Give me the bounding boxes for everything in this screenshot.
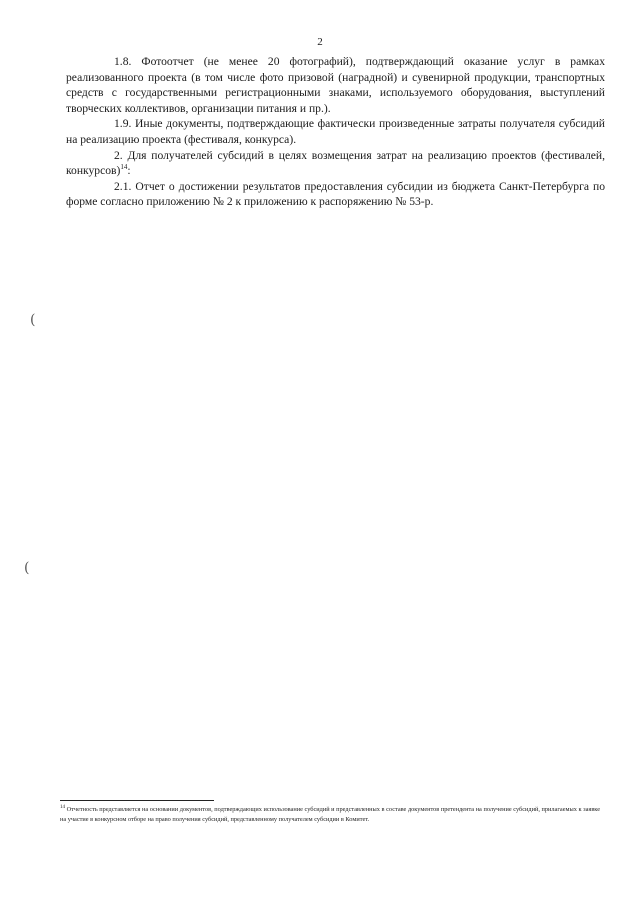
paragraph-1-8: 1.8. Фотоотчет (не менее 20 фотографий), подтверждающий оказание услуг в рамках реализованного проекта (в том числе фото призовой (наградной) и сувенирной продукции, транспортных средств с государственными регистрационными знаками, используемого оборудования, выступлений творческих коллективов, организации питания и пр.). — [66, 55, 605, 115]
scan-mark: ( — [30, 312, 36, 328]
paragraph-1-9: 1.9. Иные документы, подтверждающие фактически произведенные затраты получателя субсидий на реализацию проекта (фестиваля, конкурса). — [66, 117, 605, 146]
paragraph-2-1: 2.1. Отчет о достижении результатов предоставления субсидии из бюджета Санкт-Петербурга по форме согласно приложению № 2 к приложению к распоряжению № 53-р. — [66, 179, 605, 209]
footnote-divider — [60, 800, 214, 801]
page-number: 2 — [317, 36, 323, 48]
footnote — [60, 805, 600, 825]
paragraph-2-text: 2. Для получателей субсидий в целях возмещения затрат на реализацию проектов (фестивалей, конкурсов) — [66, 148, 605, 178]
document-body — [66, 54, 605, 210]
paragraph-2-tail: : — [127, 164, 131, 178]
footnote-marker: 14 — [60, 804, 65, 810]
paragraph-2 — [66, 148, 605, 179]
scan-mark: ( — [24, 560, 30, 576]
footnote-reference[interactable]: 14 — [120, 163, 128, 172]
footnote-text: Отчетность представляется на основании документов, подтверждающих использование субсидий и представленных в составе документов претендента на получение субсидий, прилагаемых к заявке на участие в конкурсном отборе на право получения субсидий, представленному получателем субсидии в Комитет. — [60, 806, 600, 823]
